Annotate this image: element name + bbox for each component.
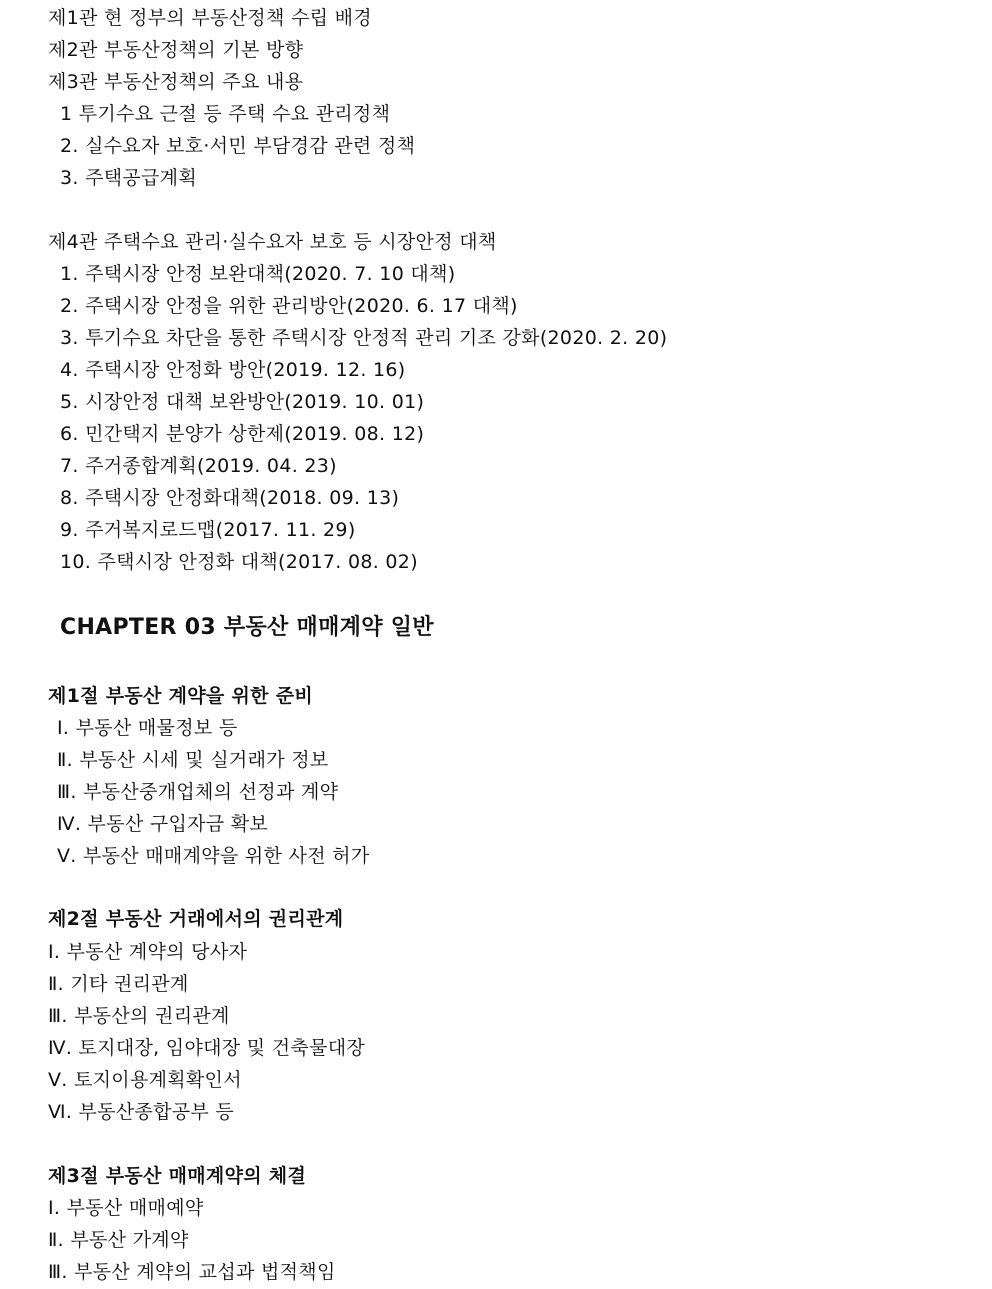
section-1-item: Ⅳ. 부동산 구입자금 확보 <box>57 813 269 835</box>
section-2-heading: 제2절 부동산 거래에서의 권리관계 <box>48 908 344 930</box>
chapter-title: CHAPTER 03 부동산 매매계약 일반 <box>60 615 434 640</box>
section-3-item: Ⅲ. 부동산 계약의 교섭과 법적책임 <box>48 1261 336 1283</box>
gwan-4-heading: 제4관 주택수요 관리·실수요자 보호 등 시장안정 대책 <box>48 231 497 253</box>
section-2-item: Ⅴ. 토지이용계획확인서 <box>48 1069 242 1091</box>
section-1-item: Ⅱ. 부동산 시세 및 실거래가 정보 <box>57 749 329 771</box>
gwan-4-item: 4. 주택시장 안정화 방안(2019. 12. 16) <box>60 359 406 381</box>
gwan-3-item: 1 투기수요 근절 등 주택 수요 관리정책 <box>60 103 391 125</box>
section-2-item: Ⅵ. 부동산종합공부 등 <box>48 1101 235 1123</box>
section-3-item: Ⅰ. 부동산 매매예약 <box>48 1197 204 1219</box>
gwan-4-item: 1. 주택시장 안정 보완대책(2020. 7. 10 대책) <box>60 263 456 285</box>
section-2-item: Ⅰ. 부동산 계약의 당사자 <box>48 941 248 963</box>
section-1-heading: 제1절 부동산 계약을 위한 준비 <box>48 685 314 707</box>
gwan-1-heading: 제1관 현 정부의 부동산정책 수립 배경 <box>48 7 372 29</box>
gwan-4-item: 6. 민간택지 분양가 상한제(2019. 08. 12) <box>60 423 425 445</box>
gwan-4-item: 10. 주택시장 안정화 대책(2017. 08. 02) <box>60 551 418 573</box>
gwan-4-item: 3. 투기수요 차단을 통한 주택시장 안정적 관리 기조 강화(2020. 2. 20) <box>60 327 668 349</box>
section-3-item: Ⅱ. 부동산 가계약 <box>48 1229 189 1251</box>
section-2-item: Ⅳ. 토지대장, 임야대장 및 건축물대장 <box>48 1037 366 1059</box>
section-3-heading: 제3절 부동산 매매계약의 체결 <box>48 1165 307 1187</box>
gwan-2-heading: 제2관 부동산정책의 기본 방향 <box>48 39 304 61</box>
gwan-4-item: 8. 주택시장 안정화대책(2018. 09. 13) <box>60 487 400 509</box>
gwan-4-item: 7. 주거종합계획(2019. 04. 23) <box>60 455 337 477</box>
gwan-4-item: 9. 주거복지로드맵(2017. 11. 29) <box>60 519 356 541</box>
section-1-item: Ⅲ. 부동산중개업체의 선정과 계약 <box>57 781 339 803</box>
section-1-item: Ⅰ. 부동산 매물정보 등 <box>57 717 238 739</box>
gwan-3-heading: 제3관 부동산정책의 주요 내용 <box>48 71 304 93</box>
gwan-4-item: 5. 시장안정 대책 보완방안(2019. 10. 01) <box>60 391 425 413</box>
section-2-item: Ⅱ. 기타 권리관계 <box>48 973 189 995</box>
section-2-item: Ⅲ. 부동산의 권리관계 <box>48 1005 230 1027</box>
gwan-3-item: 2. 실수요자 보호·서민 부담경감 관련 정책 <box>60 135 416 157</box>
gwan-3-item: 3. 주택공급계획 <box>60 167 197 189</box>
gwan-4-item: 2. 주택시장 안정을 위한 관리방안(2020. 6. 17 대책) <box>60 295 518 317</box>
section-1-item: Ⅴ. 부동산 매매계약을 위한 사전 허가 <box>57 845 370 867</box>
